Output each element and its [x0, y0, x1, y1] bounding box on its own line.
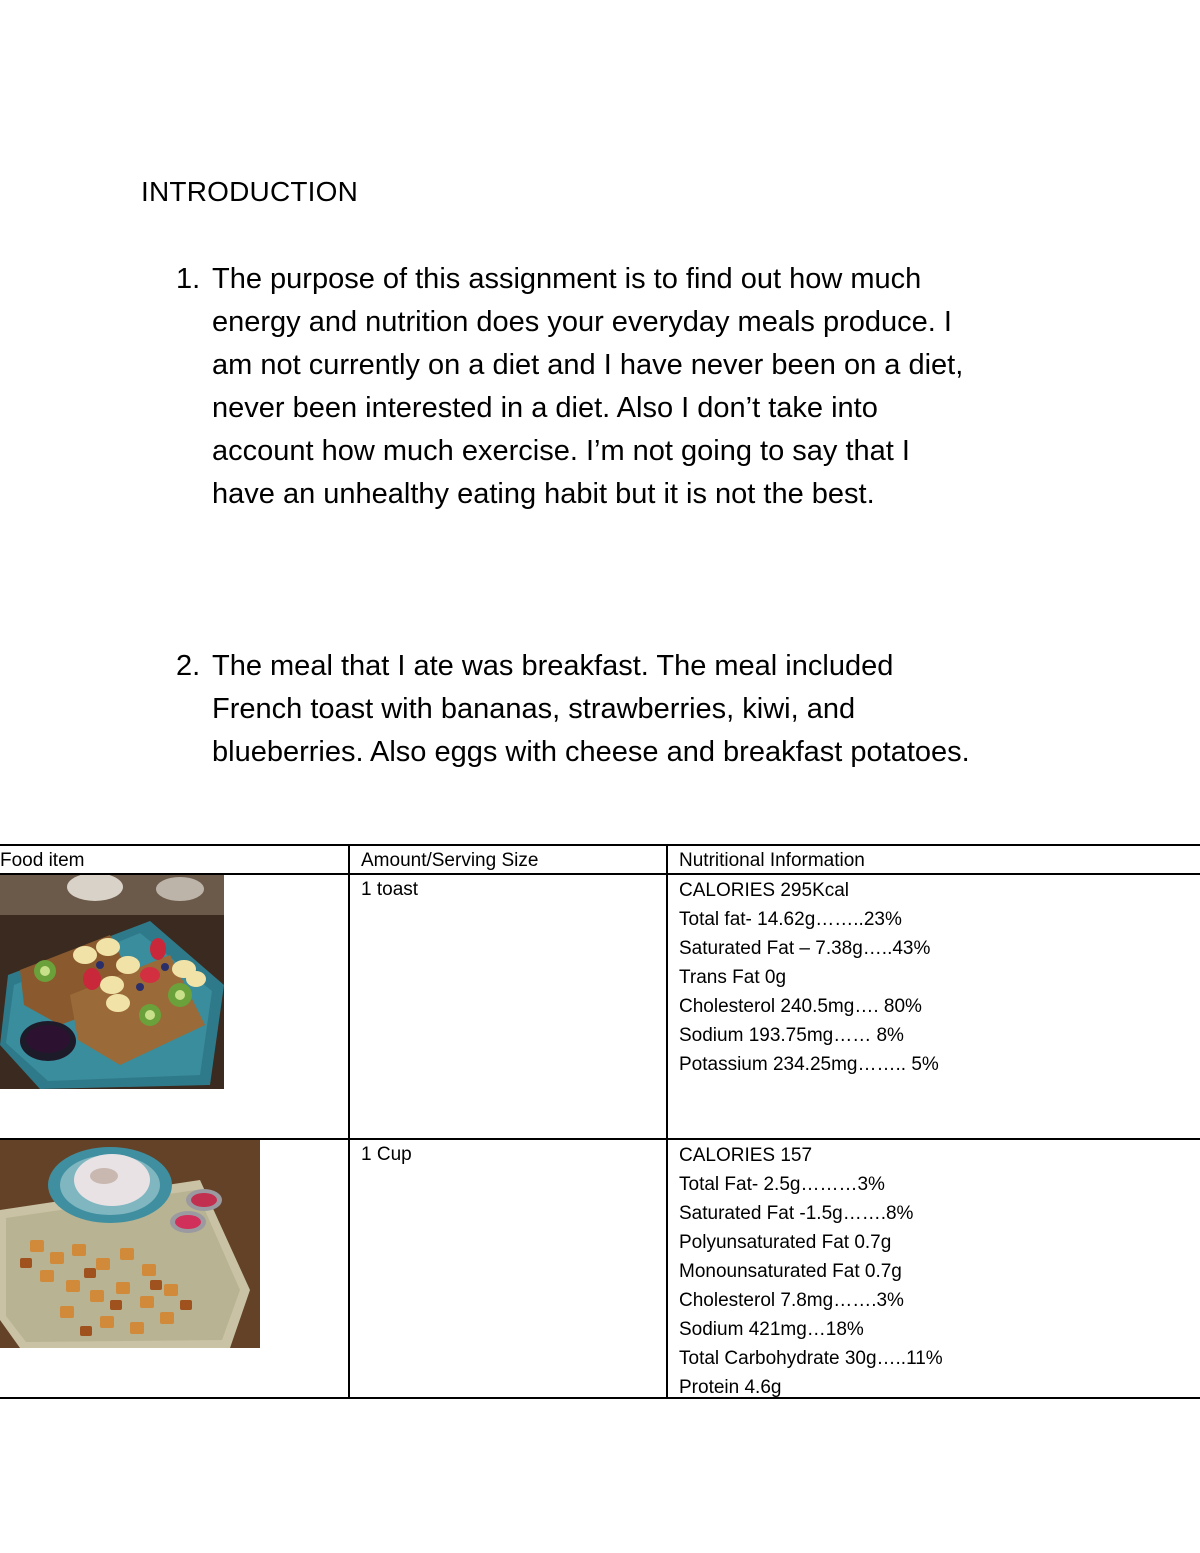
breakfast-potatoes-photo: [0, 1140, 260, 1348]
list-paragraph: [212, 645, 1082, 774]
nutrition-line: Cholesterol 240.5mg…. 80%: [679, 996, 922, 1017]
paragraph-line: blueberries. Also eggs with cheese and breakfast potatoes.: [212, 736, 970, 768]
column-header-amount: Amount/Serving Size: [361, 850, 539, 871]
nutrition-line: Total Carbohydrate 30g…..11%: [679, 1348, 943, 1369]
amount-cell: 1 Cup: [361, 1144, 412, 1165]
paragraph-line: am not currently on a diet and I have never been on a diet,: [212, 349, 964, 381]
list-number: 1.: [176, 263, 201, 295]
nutrition-line: Total Fat- 2.5g………3%: [679, 1174, 885, 1195]
paragraph-line: The meal that I ate was breakfast. The meal included: [212, 650, 894, 682]
nutrition-line: Cholesterol 7.8mg…….3%: [679, 1290, 904, 1311]
section-heading: INTRODUCTION: [141, 176, 359, 207]
nutrition-list: [679, 876, 939, 1079]
nutrition-line: CALORIES 157: [679, 1145, 813, 1166]
column-header-nutrition: Nutritional Information: [679, 850, 865, 871]
list-paragraph: [212, 258, 1082, 516]
table-border-top: [0, 844, 1200, 846]
nutrition-line: Protein 4.6g: [679, 1377, 782, 1398]
paragraph-line: energy and nutrition does your everyday meals produce. I: [212, 306, 952, 338]
amount-cell: 1 toast: [361, 879, 419, 900]
list-number: 2.: [176, 650, 201, 682]
paragraph-line: never been interested in a diet. Also I don’t take into: [212, 392, 878, 424]
table-border-bottom: [0, 1397, 1200, 1399]
nutrition-line: Total fat- 14.62g……..23%: [679, 909, 902, 930]
nutrition-line: Trans Fat 0g: [679, 967, 787, 988]
nutrition-line: CALORIES 295Kcal: [679, 880, 850, 901]
table-column-divider: [348, 844, 350, 1399]
nutrition-line: Potassium 234.25mg…….. 5%: [679, 1054, 939, 1075]
nutrition-line: Saturated Fat – 7.38g…..43%: [679, 938, 931, 959]
nutrition-line: Monounsaturated Fat 0.7g: [679, 1261, 902, 1282]
nutrition-list: [679, 1141, 943, 1402]
nutrition-line: Saturated Fat -1.5g…….8%: [679, 1203, 914, 1224]
nutrition-line: Sodium 193.75mg…… 8%: [679, 1025, 904, 1046]
paragraph-line: French toast with bananas, strawberries, kiwi, and: [212, 693, 856, 725]
column-header-food-item: Food item: [0, 850, 85, 871]
nutrition-line: Sodium 421mg…18%: [679, 1319, 864, 1340]
paragraph-line: have an unhealthy eating habit but it is not the best.: [212, 478, 875, 510]
paragraph-line: The purpose of this assignment is to find out how much: [212, 263, 922, 295]
french-toast-photo: [0, 875, 224, 1089]
nutrition-line: Polyunsaturated Fat 0.7g: [679, 1232, 892, 1253]
paragraph-line: account how much exercise. I’m not going to say that I: [212, 435, 910, 467]
table-column-divider: [666, 844, 668, 1399]
